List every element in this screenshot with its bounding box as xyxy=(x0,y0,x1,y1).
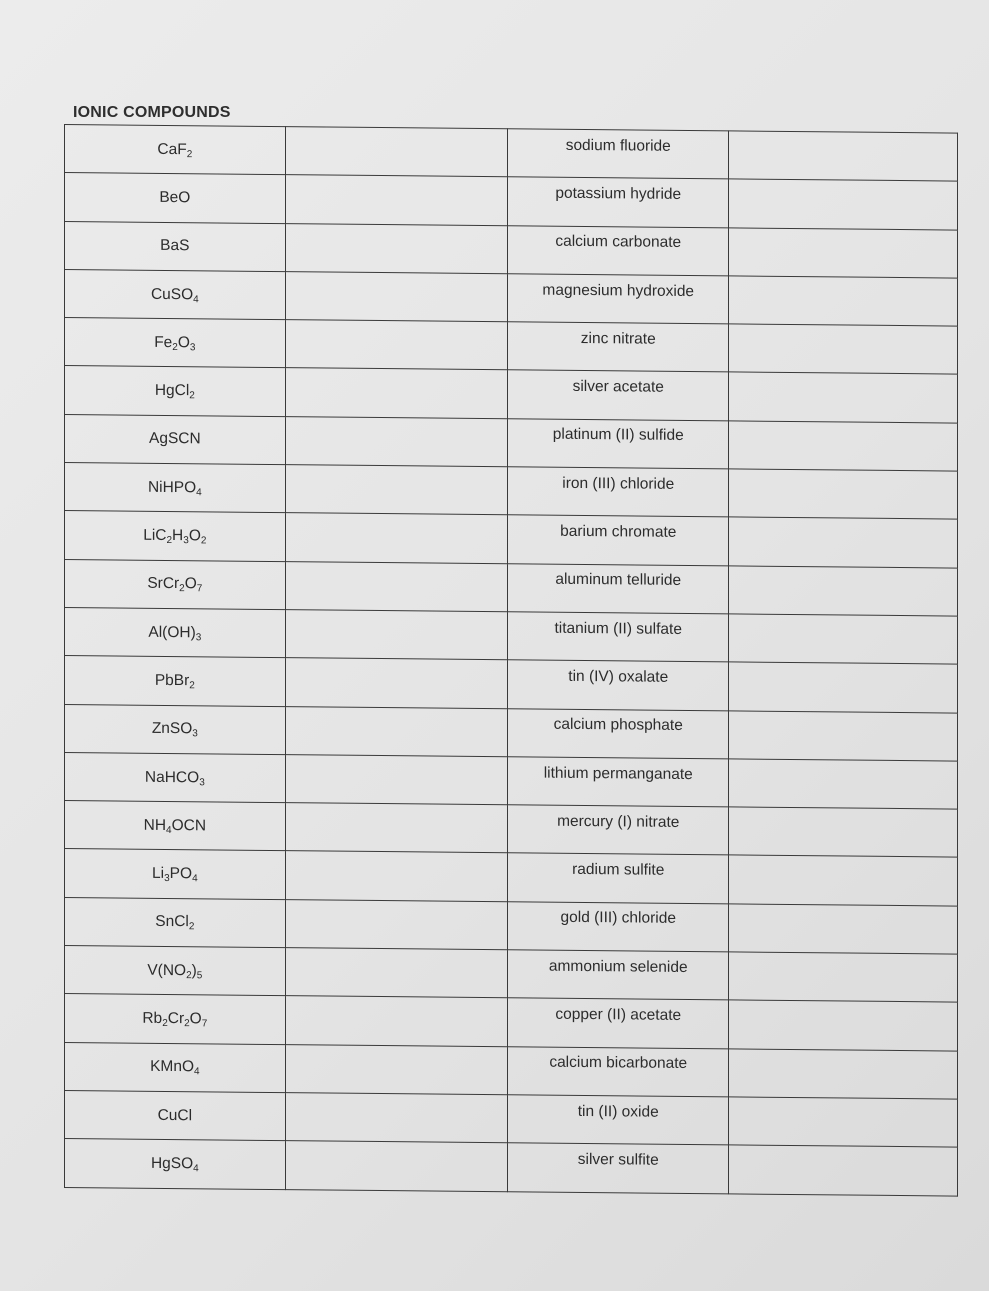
table-row xyxy=(65,607,958,664)
compound-name: iron (III) chloride xyxy=(562,474,675,493)
name-cell xyxy=(508,612,729,662)
formula-cell: BeO xyxy=(65,173,286,223)
formula-cell: CuCl xyxy=(65,1090,286,1140)
name-answer-cell[interactable] xyxy=(729,1049,958,1099)
compound-name: lithium permanganate xyxy=(543,764,693,783)
compound-name: magnesium hydroxide xyxy=(542,281,695,300)
formula-answer-cell[interactable] xyxy=(285,899,508,949)
compound-name: ammonium selenide xyxy=(548,957,688,976)
name-cell xyxy=(508,1143,729,1193)
name-cell xyxy=(508,515,729,565)
name-answer-cell[interactable] xyxy=(729,324,958,374)
table-row xyxy=(65,849,958,906)
name-answer-cell[interactable] xyxy=(729,759,958,809)
compound-name: radium sulfite xyxy=(572,860,665,879)
formula-cell: $V(NO_2)_5$ xyxy=(65,946,286,996)
name-cell xyxy=(508,1046,729,1096)
formula-answer-cell[interactable] xyxy=(285,513,508,563)
name-cell xyxy=(508,805,729,855)
formula-answer-cell[interactable] xyxy=(285,996,508,1046)
formula-answer-cell[interactable] xyxy=(285,754,508,804)
name-cell xyxy=(508,563,729,613)
formula-answer-cell[interactable] xyxy=(285,851,508,901)
compound-name: gold (III) chloride xyxy=(560,909,676,928)
table-row xyxy=(65,221,958,278)
formula-cell: AgSCN xyxy=(65,414,286,464)
formula-cell: $LiC_2H_3O_2$ xyxy=(65,511,286,561)
name-answer-cell[interactable] xyxy=(729,131,958,181)
name-answer-cell[interactable] xyxy=(729,904,958,954)
name-cell xyxy=(508,853,729,903)
name-answer-cell[interactable] xyxy=(729,807,958,857)
table-row xyxy=(65,318,958,375)
name-cell xyxy=(508,708,729,758)
table-row xyxy=(65,994,958,1051)
name-answer-cell[interactable] xyxy=(729,517,958,567)
table-row xyxy=(65,269,958,326)
table-row xyxy=(65,946,958,1003)
formula-answer-cell[interactable] xyxy=(285,127,508,177)
formula-answer-cell[interactable] xyxy=(285,803,508,853)
name-answer-cell[interactable] xyxy=(729,566,958,616)
compound-name: silver acetate xyxy=(572,378,664,396)
compound-name: silver sulfite xyxy=(577,1150,659,1169)
name-cell xyxy=(508,1095,729,1145)
table-row xyxy=(65,559,958,616)
table-row xyxy=(65,366,958,423)
formula-answer-cell[interactable] xyxy=(285,561,508,611)
name-answer-cell[interactable] xyxy=(729,855,958,905)
formula-cell: HgSO$_4$ xyxy=(65,1139,286,1189)
formula-answer-cell[interactable] xyxy=(285,1141,508,1191)
formula-cell: PbBr$_2$ xyxy=(65,656,286,706)
formula-cell: CaF$_2$ xyxy=(65,125,286,175)
name-answer-cell[interactable] xyxy=(729,1145,958,1195)
formula-answer-cell[interactable] xyxy=(285,175,508,225)
compound-name: tin (II) oxide xyxy=(577,1102,659,1121)
formula-cell: NiHPO$_4$ xyxy=(65,463,286,513)
name-cell xyxy=(508,274,729,324)
formula-cell: CuSO$_4$ xyxy=(65,269,286,319)
table-row xyxy=(65,414,958,471)
compound-name: barium chromate xyxy=(560,522,677,541)
name-answer-cell[interactable] xyxy=(729,662,958,712)
table-row xyxy=(65,801,958,858)
formula-answer-cell[interactable] xyxy=(285,948,508,998)
name-cell xyxy=(508,370,729,420)
compound-name: copper (II) acetate xyxy=(555,1005,682,1024)
compounds-table xyxy=(64,124,958,1196)
table-row xyxy=(65,125,958,182)
formula-cell: BaS xyxy=(65,221,286,271)
table-row xyxy=(65,1090,958,1147)
formula-cell: $Li_3PO_4$ xyxy=(65,849,286,899)
compound-name: mercury (I) nitrate xyxy=(557,812,680,831)
formula-answer-cell[interactable] xyxy=(285,223,508,273)
formula-cell: NaHCO$_3$ xyxy=(65,752,286,802)
formula-answer-cell[interactable] xyxy=(285,416,508,466)
formula-cell: $Al(OH)_3$ xyxy=(65,607,286,657)
name-cell xyxy=(508,902,729,952)
formula-answer-cell[interactable] xyxy=(285,465,508,515)
compound-name: tin (IV) oxalate xyxy=(568,667,669,686)
formula-answer-cell[interactable] xyxy=(285,320,508,370)
table-row xyxy=(65,463,958,520)
name-answer-cell[interactable] xyxy=(729,1000,958,1050)
name-answer-cell[interactable] xyxy=(729,179,958,229)
name-answer-cell[interactable] xyxy=(729,469,958,519)
name-cell xyxy=(508,419,729,469)
compound-name: sodium fluoride xyxy=(565,136,671,155)
compound-name: potassium hydride xyxy=(555,184,682,203)
formula-cell: $NH_4OCN$ xyxy=(65,801,286,851)
name-cell xyxy=(508,660,729,710)
compound-name: calcium bicarbonate xyxy=(549,1053,688,1073)
compound-name: titanium (II) sulfate xyxy=(554,619,682,638)
compound-name: platinum (II) sulfide xyxy=(552,426,684,445)
name-answer-cell[interactable] xyxy=(729,710,958,760)
name-answer-cell[interactable] xyxy=(729,276,958,326)
formula-cell: $Fe_2O_3$ xyxy=(65,318,286,368)
name-cell xyxy=(508,129,729,179)
formula-answer-cell[interactable] xyxy=(285,1044,508,1094)
compound-name: calcium phosphate xyxy=(553,715,683,735)
table-row xyxy=(65,173,958,230)
section-title: IONIC COMPOUNDS xyxy=(73,104,231,121)
compound-name: zinc nitrate xyxy=(580,329,656,348)
name-cell xyxy=(508,467,729,517)
formula-cell: KMnO$_4$ xyxy=(65,1042,286,1092)
name-cell xyxy=(508,757,729,807)
name-answer-cell[interactable] xyxy=(729,372,958,422)
formula-cell: $Rb_2Cr_2O_7$ xyxy=(65,994,286,1044)
formula-answer-cell[interactable] xyxy=(285,610,508,660)
name-cell xyxy=(508,998,729,1048)
formula-cell: $SrCr_2O_7$ xyxy=(65,559,286,609)
formula-answer-cell[interactable] xyxy=(285,272,508,322)
compounds-table-body xyxy=(65,125,958,1196)
table-row xyxy=(65,1139,958,1196)
table-row xyxy=(65,511,958,568)
formula-answer-cell[interactable] xyxy=(285,368,508,418)
formula-cell: HgCl$_2$ xyxy=(65,366,286,416)
formula-cell: ZnSO$_3$ xyxy=(65,704,286,754)
table-row xyxy=(65,752,958,809)
compound-name: aluminum telluride xyxy=(555,571,682,590)
name-answer-cell[interactable] xyxy=(729,614,958,664)
formula-answer-cell[interactable] xyxy=(285,1093,508,1143)
table-row xyxy=(65,1042,958,1099)
formula-answer-cell[interactable] xyxy=(285,658,508,708)
name-cell xyxy=(508,322,729,372)
name-answer-cell[interactable] xyxy=(729,952,958,1002)
table-row xyxy=(65,656,958,713)
name-answer-cell[interactable] xyxy=(729,1097,958,1147)
formula-answer-cell[interactable] xyxy=(285,706,508,756)
name-answer-cell[interactable] xyxy=(729,227,958,277)
compound-name: calcium carbonate xyxy=(555,232,682,252)
table-row xyxy=(65,704,958,761)
name-cell xyxy=(508,950,729,1000)
formula-cell: SnCl$_2$ xyxy=(65,897,286,947)
table-row xyxy=(65,897,958,954)
name-cell xyxy=(508,177,729,227)
name-answer-cell[interactable] xyxy=(729,421,958,471)
name-cell xyxy=(508,225,729,275)
